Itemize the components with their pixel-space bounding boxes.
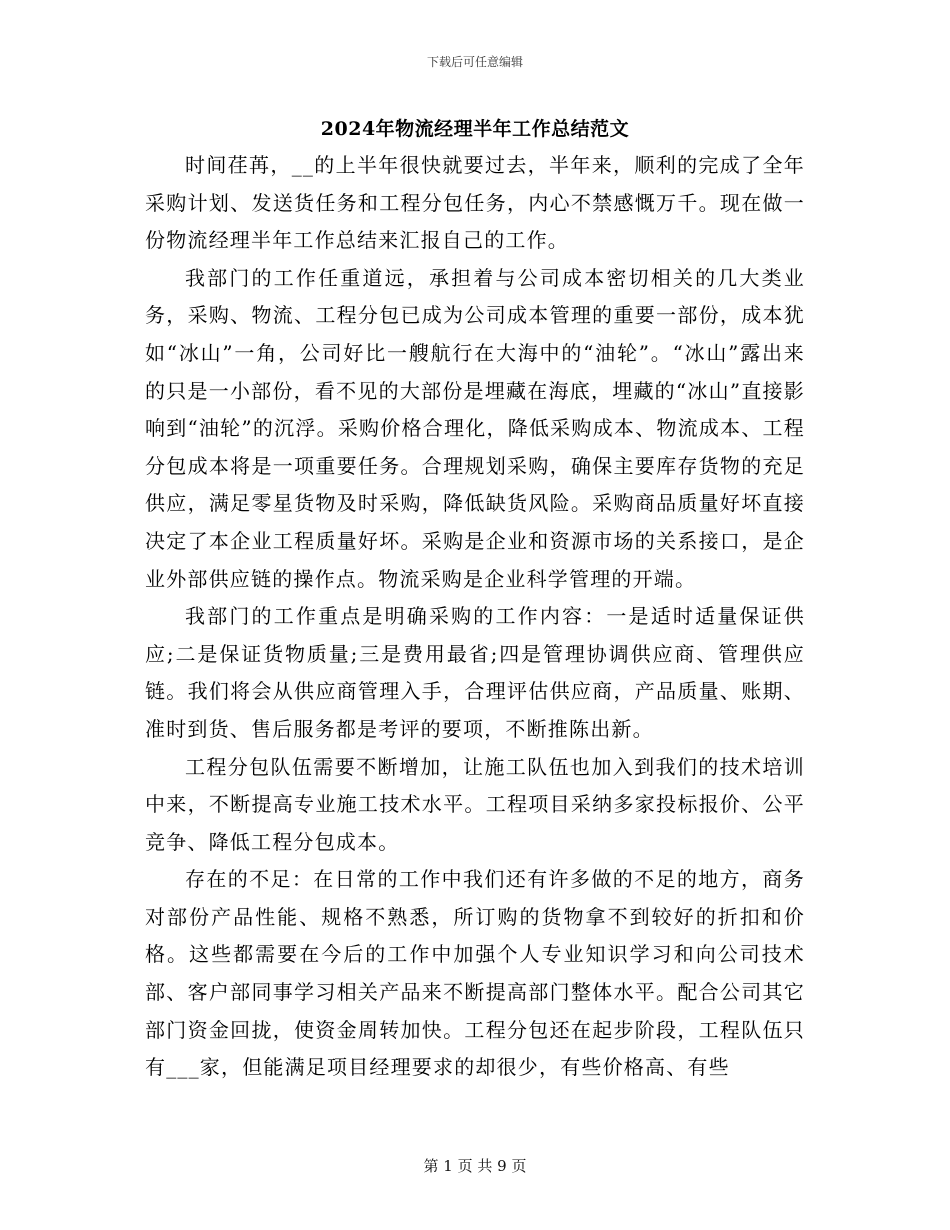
page-header: 下载后可任意编辑: [426, 55, 523, 69]
document-title: 2024年物流经理半年工作总结范文: [320, 118, 630, 140]
page-number: 第 1 页 共 9 页: [423, 1157, 527, 1175]
paragraph-work-focus: 我部门的工作重点是明确采购的工作内容：一是适时适量保证供应;二是保证货物质量;三是费用最省;四是管理协调供应商、管理供应链。我们将会从供应商管理入手，合理评估供应商，产品质量、账期、准时到货、售后服务都是考评的要项，不断推陈出新。: [145, 604, 805, 741]
paragraph-subcontracting: 工程分包队伍需要不断增加，让施工队伍也加入到我们的技术培训中来，不断提高专业施工技术水平。工程项目采纳多家投标报价、公平竞争、降低工程分包成本。: [145, 754, 805, 854]
paragraph-department-duties: 我部门的工作任重道远，承担着与公司成本密切相关的几大类业务，采购、物流、工程分包已成为公司成本管理的重要一部份，成本犹如“冰山”一角，公司好比一艘航行在大海中的“油轮”。“冰山”露出来的只是一小部份，看不见的大部份是埋藏在海底，埋藏的“冰山”直接影响到“油轮”的沉浮。采购价格合理化，降低采购成本、物流成本、工程分包成本将是一项重要任务。合理规划采购，确保主要库存货物的充足供应，满足零星货物及时采购，降低缺货风险。采购商品质量好坏直接决定了本企业工程质量好坏。采购是企业和资源市场的关系接口，是企业外部供应链的操作点。物流采购是企业科学管理的开端。: [145, 265, 805, 591]
paragraph-shortcomings: 存在的不足：在日常的工作中我们还有许多做的不足的地方，商务对部份产品性能、规格不熟悉，所订购的货物拿不到较好的折扣和价格。这些都需要在今后的工作中加强个人专业知识学习和向公司技术部、客户部同事学习相关产品来不断提高部门整体水平。配合公司其它部门资金回拢，使资金周转加快。工程分包还在起步阶段，工程队伍只有___家，但能满足项目经理要求的却很少，有些价格高、有些: [145, 867, 805, 1080]
document-body: [145, 147, 805, 1087]
paragraph-intro: 时间荏苒，__的上半年很快就要过去，半年来，顺利的完成了全年采购计划、发送货任务和工程分包任务，内心不禁感慨万千。现在做一份物流经理半年工作总结来汇报自己的工作。: [145, 153, 805, 253]
